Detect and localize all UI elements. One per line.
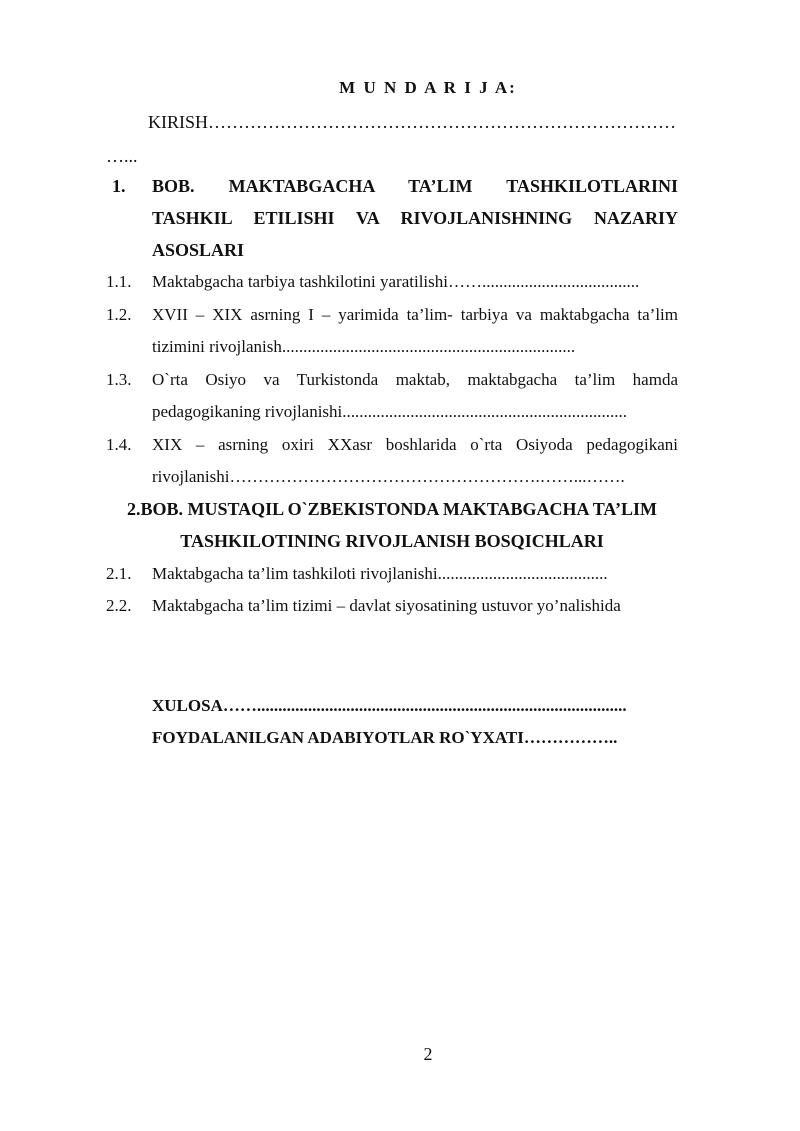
toc-chapter-1[interactable] [106,170,678,266]
toc-entry-adabiyotlar[interactable]: FOYDALANILGAN ADABIYOTLAR RO`YXATI…………….. [152,728,618,747]
item-text: Maktabgacha tarbiya tashkilotini yaratilishi……..................................... [152,272,640,291]
chapter-1-number: 1. [112,176,126,196]
chapter-1-title-line-2: TASHKIL ETILISHI VA RIVOJLANISHNING NAZARIY [152,208,678,228]
item-text: Maktabgacha ta’lim tashkiloti rivojlanishi........................................ [152,564,608,583]
item-number: 2.1. [106,564,132,583]
toc-title: M U N D A R I J A: [339,78,517,97]
toc-item-1-2[interactable] [106,299,678,363]
item-text: XIX – asrning oxiri XXasr boshlarida o`rta Osiyoda pedagogikani rivojlanishi……………………………………………….……...……. [152,435,678,486]
toc-entry-kirish[interactable]: KIRISH…………………………………………………………………… [148,112,677,132]
toc-item-1-3[interactable] [106,364,678,428]
toc-entry-xulosa[interactable]: XULOSA……....................................................................................... [152,696,627,715]
chapter-2-title-line-2: TASHKILOTINING RIVOJLANISH BOSQICHLARI [180,531,604,551]
chapter-1-title-line-1: BOB. MAKTABGACHA TA’LIM TASHKILOTLARINI [152,176,678,196]
toc-entry-kirish-dots: …... [106,146,138,166]
item-text: O`rta Osiyo va Turkistonda maktab, maktabgacha ta’lim hamda pedagogikaning rivojlanishi................................................................... [152,370,678,421]
toc-item-1-4[interactable] [106,429,678,493]
item-number: 1.3. [106,370,132,389]
item-number: 1.4. [106,435,132,454]
toc-item-2-2[interactable] [106,590,678,622]
item-number: 1.2. [106,305,132,324]
page-number: 2 [423,1044,433,1064]
item-text: Maktabgacha ta’lim tizimi – davlat siyosatining ustuvor yo’nalishida [152,596,621,615]
toc-item-2-1[interactable] [106,558,678,590]
item-text: XVII – XIX asrning I – yarimida ta’lim- tarbiya va maktabgacha ta’lim tizimini rivojlanish..................................................................... [152,305,678,356]
chapter-1-title-line-3: ASOSLARI [152,240,245,260]
item-number: 1.1. [106,272,132,291]
chapter-2-title-line-1: 2.BOB. MUSTAQIL O`ZBEKISTONDA MAKTABGACHA TA’LIM [126,499,658,519]
item-number: 2.2. [106,596,132,615]
toc-item-1-1[interactable] [106,266,686,298]
toc-chapter-2[interactable] [106,493,678,557]
